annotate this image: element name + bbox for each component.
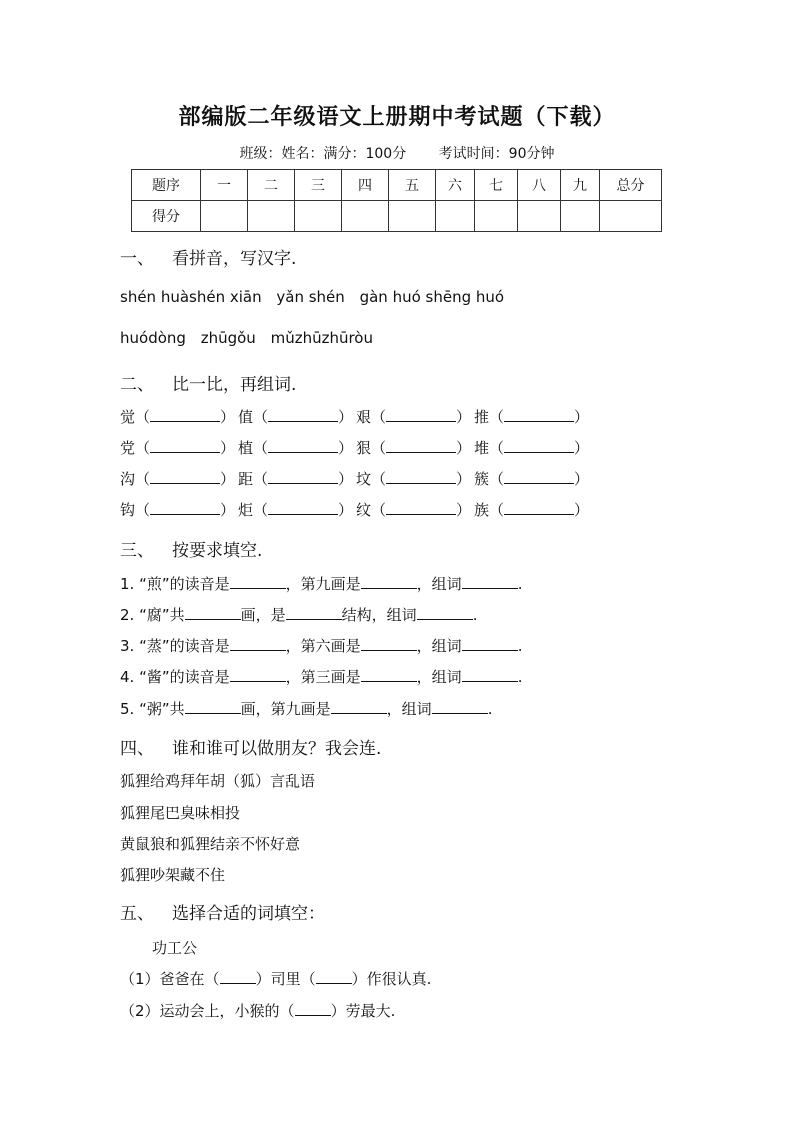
- answer-blank[interactable]: [504, 438, 574, 453]
- match-line: 黄鼠狼和狐狸结亲不怀好意: [120, 835, 301, 853]
- answer-blank[interactable]: [432, 699, 488, 714]
- score-table-header-row: [132, 170, 662, 201]
- fill-item: [120, 573, 522, 594]
- score-cell: 九: [561, 170, 600, 201]
- answer-blank[interactable]: [268, 407, 338, 422]
- item-number: 5.: [120, 700, 135, 718]
- answer-blank[interactable]: [150, 407, 220, 422]
- item-text: 共: [169, 606, 185, 624]
- item-text: ，第九画是: [285, 575, 361, 593]
- match-line: 狐狸尾巴臭味相投: [120, 804, 241, 822]
- word-item: 推（ ）: [474, 408, 590, 426]
- score-input-cell[interactable]: [342, 201, 389, 232]
- section-number: 一、: [120, 249, 154, 269]
- section-title: 选择合适的词填空：: [172, 904, 325, 924]
- answer-blank[interactable]: [185, 605, 241, 620]
- answer-blank[interactable]: [268, 500, 338, 515]
- word-char: 值: [238, 408, 254, 426]
- item-text: ，组词: [416, 637, 462, 655]
- item-text: 画，第九画是: [240, 700, 331, 718]
- item-number: （2）: [120, 1002, 160, 1020]
- word-row: [120, 437, 592, 458]
- word-item: 觉（ ）: [120, 408, 236, 426]
- score-table-score-row: [132, 201, 662, 232]
- section-number: 四、: [120, 739, 154, 759]
- word-item: 簇（ ）: [474, 470, 590, 488]
- item-text: ）劳最大.: [330, 1002, 396, 1020]
- score-input-cell[interactable]: [518, 201, 561, 232]
- item-text: 运动会上，小猴的（: [159, 1002, 295, 1020]
- pinyin-line: [120, 329, 383, 347]
- item-number: 4.: [120, 668, 135, 686]
- word-char: 炬: [238, 501, 254, 519]
- score-cell: 二: [248, 170, 295, 201]
- section-title: 按要求填空.: [172, 541, 263, 561]
- score-cell: 七: [475, 170, 518, 201]
- score-input-cell[interactable]: [561, 201, 600, 232]
- item-text: 的读音是: [169, 575, 230, 593]
- pinyin-item: gàn huó shēng huó: [359, 288, 505, 306]
- answer-blank[interactable]: [150, 438, 220, 453]
- answer-blank[interactable]: [386, 469, 456, 484]
- answer-blank[interactable]: [361, 667, 417, 682]
- word-item: 炬（ ）: [238, 501, 354, 519]
- word-item: 钩（ ）: [120, 501, 236, 519]
- section-number: 二、: [120, 375, 154, 395]
- word-char: 纹: [356, 501, 372, 519]
- answer-blank[interactable]: [361, 636, 417, 651]
- word-item: 距（ ）: [238, 470, 354, 488]
- word-char: 坟: [356, 470, 372, 488]
- word-item: 党（ ）: [120, 439, 236, 457]
- item-text: ，第六画是: [285, 637, 361, 655]
- pinyin-item: huódòng: [120, 329, 186, 347]
- word-row: [120, 406, 592, 427]
- answer-blank[interactable]: [220, 969, 256, 984]
- section-number: 五、: [120, 904, 154, 924]
- answer-blank[interactable]: [286, 605, 342, 620]
- item-text: 爸爸在（: [159, 970, 220, 988]
- score-input-cell[interactable]: [475, 201, 518, 232]
- word-char: 植: [238, 439, 254, 457]
- word-item: 坟（ ）: [356, 470, 472, 488]
- answer-blank[interactable]: [504, 469, 574, 484]
- score-input-cell[interactable]: [201, 201, 248, 232]
- word-row: [120, 468, 592, 489]
- word-item: 族（ ）: [474, 501, 590, 519]
- fill-item: [120, 698, 492, 719]
- fill-item: [120, 635, 522, 656]
- item-char: “腐”: [139, 606, 170, 624]
- section-heading: [120, 244, 296, 269]
- word-char: 堆: [474, 439, 490, 457]
- item-text: ）作很认真.: [351, 970, 432, 988]
- answer-blank[interactable]: [462, 574, 518, 589]
- answer-blank[interactable]: [230, 667, 286, 682]
- answer-blank[interactable]: [417, 605, 473, 620]
- section-heading: [120, 899, 325, 924]
- pinyin-item: zhūgǒu: [200, 329, 256, 347]
- answer-blank[interactable]: [386, 438, 456, 453]
- score-input-cell[interactable]: [248, 201, 295, 232]
- item-number: 2.: [120, 606, 135, 624]
- item-text: .: [472, 606, 478, 624]
- item-text: 画，是: [240, 606, 286, 624]
- score-table: [131, 169, 662, 232]
- answer-blank[interactable]: [462, 667, 518, 682]
- word-item: 值（ ）: [238, 408, 354, 426]
- score-cell: 四: [342, 170, 389, 201]
- item-text: ，组词: [416, 575, 462, 593]
- item-text: 结构，组词: [341, 606, 417, 624]
- item-number: 3.: [120, 637, 135, 655]
- section-heading: [120, 536, 262, 561]
- choice-question: [120, 1000, 395, 1021]
- word-char: 簇: [474, 470, 490, 488]
- answer-blank[interactable]: [230, 636, 286, 651]
- answer-blank[interactable]: [185, 699, 241, 714]
- answer-blank[interactable]: [150, 469, 220, 484]
- answer-blank[interactable]: [504, 407, 574, 422]
- item-text: .: [517, 668, 523, 686]
- pinyin-item: yǎn shén: [276, 288, 345, 306]
- item-number: 1.: [120, 575, 135, 593]
- word-char: 艰: [356, 408, 372, 426]
- word-options: 功工公: [152, 939, 198, 957]
- section-number: 三、: [120, 541, 154, 561]
- pinyin-item: mǔzhūzhūròu: [270, 329, 373, 347]
- item-text: ）司里（: [255, 970, 316, 988]
- item-text: .: [487, 700, 493, 718]
- answer-blank[interactable]: [462, 636, 518, 651]
- word-char: 狠: [356, 439, 372, 457]
- fill-item: [120, 666, 522, 687]
- word-char: 党: [120, 439, 136, 457]
- score-cell: 一: [201, 170, 248, 201]
- word-item: 狠（ ）: [356, 439, 472, 457]
- item-text: .: [517, 637, 523, 655]
- item-number: （1）: [120, 970, 160, 988]
- word-char: 钩: [120, 501, 136, 519]
- word-item: 植（ ）: [238, 439, 354, 457]
- section-title: 看拼音，写汉字.: [172, 249, 297, 269]
- word-char: 推: [474, 408, 490, 426]
- item-text: ，组词: [386, 700, 432, 718]
- score-input-cell[interactable]: [295, 201, 342, 232]
- exam-info-class: 班级：姓名：满分：100分: [239, 146, 407, 162]
- page-title: 部编版二年级语文上册期中考试题（下载）: [178, 104, 616, 130]
- word-char: 距: [238, 470, 254, 488]
- item-text: .: [517, 575, 523, 593]
- answer-blank[interactable]: [331, 699, 387, 714]
- answer-blank[interactable]: [361, 574, 417, 589]
- answer-blank[interactable]: [295, 1001, 331, 1016]
- score-cell: 五: [389, 170, 436, 201]
- word-item: 堆（ ）: [474, 439, 590, 457]
- pinyin-item: shén huàshén xiān: [120, 288, 262, 306]
- word-char: 觉: [120, 408, 136, 426]
- answer-blank[interactable]: [268, 438, 338, 453]
- item-text: 共: [169, 700, 185, 718]
- score-cell: 题序: [132, 170, 201, 201]
- answer-blank[interactable]: [316, 969, 352, 984]
- item-char: “煎”: [139, 575, 170, 593]
- score-cell: 总分: [600, 170, 662, 201]
- item-text: 的读音是: [169, 668, 230, 686]
- word-item: 沟（ ）: [120, 470, 236, 488]
- exam-info: [0, 143, 794, 163]
- word-item: 艰（ ）: [356, 408, 472, 426]
- score-cell: 三: [295, 170, 342, 201]
- pinyin-line: [120, 288, 514, 306]
- score-cell: 六: [436, 170, 475, 201]
- item-char: “酱”: [139, 668, 170, 686]
- item-text: ，组词: [416, 668, 462, 686]
- answer-blank[interactable]: [150, 500, 220, 515]
- word-char: 族: [474, 501, 490, 519]
- choice-question: [120, 968, 431, 989]
- word-item: 纹（ ）: [356, 501, 472, 519]
- section-heading: [120, 370, 296, 395]
- score-input-cell[interactable]: [600, 201, 662, 232]
- answer-blank[interactable]: [386, 407, 456, 422]
- word-char: 沟: [120, 470, 136, 488]
- section-title: 谁和谁可以做朋友？我会连.: [172, 739, 382, 759]
- word-row: [120, 499, 592, 520]
- score-cell: 八: [518, 170, 561, 201]
- answer-blank[interactable]: [230, 574, 286, 589]
- score-cell: 得分: [132, 201, 201, 232]
- item-char: “粥”: [139, 700, 170, 718]
- fill-item: [120, 604, 477, 625]
- match-line: 狐狸吵架藏不住: [120, 866, 226, 884]
- answer-blank[interactable]: [386, 500, 456, 515]
- item-text: ，第三画是: [285, 668, 361, 686]
- answer-blank[interactable]: [268, 469, 338, 484]
- exam-info-time: 考试时间：90分钟: [438, 146, 555, 162]
- score-input-cell[interactable]: [436, 201, 475, 232]
- section-title: 比一比，再组词.: [172, 375, 297, 395]
- item-text: 的读音是: [169, 637, 230, 655]
- score-input-cell[interactable]: [389, 201, 436, 232]
- section-heading: [120, 734, 381, 759]
- match-line: 狐狸给鸡拜年胡（狐）言乱语: [120, 772, 316, 790]
- answer-blank[interactable]: [504, 500, 574, 515]
- item-char: “蒸”: [139, 637, 170, 655]
